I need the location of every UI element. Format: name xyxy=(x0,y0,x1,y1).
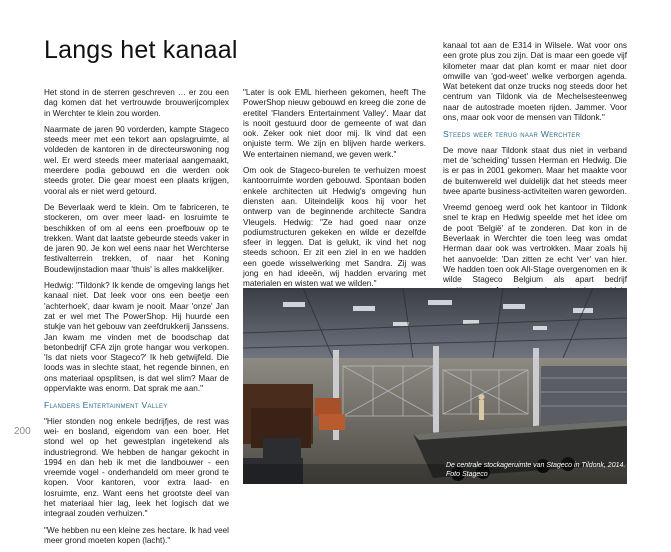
warehouse-photo xyxy=(243,288,627,484)
text-column-1 xyxy=(44,88,229,552)
paragraph: kanaal tot aan de E314 in Wilsele. Wat voor ons een grote plus zou zijn. Dat is maar een goede vijf kilometer maar dat plan komt er maar niet door omwille van 'god-weet' welke verborgen agenda. Wat betekent dat onze trucks nog steeds door het centrum van Tildonk via de Mechelsesteenweg naar de autostrade moeten rijden. Jammer. Voor ons, maar ook voor de mensen van Tildonk." xyxy=(443,41,627,123)
photo-caption xyxy=(446,462,626,479)
caption-credit: Foto Stageco xyxy=(446,470,488,478)
paragraph: Vreemd genoeg werd ook het kantoor in Tildonk snel te krap en Hedwig speelde met het idee om de poot 'België' af te zonderen. Dat kon in de Beverlaak in Werchter die toen leeg was omdat Herman daar ook was vertrokken. Maar zoals hij het aanvoelde: 'Dan zitten ze echt 'ver' van hier. We hadden toen ook All-Stage overgenomen en ik wilde Stageco Belgium als apart bedrijf xyxy=(443,203,627,285)
paragraph: De Beverlaak werd te klein. Om te fabriceren, te stockeren, om over meer laad- en losruimte te beschikken of om al eens een proefbouw op te trekken. Want dat laatste gebeurde steeds vaker in de jaren 90. Je kon wel eens naar het Werchterse festivalterrein trekken, of naar het Koning Boudewijnstadion maar 'thuis' is alles makkelijker. xyxy=(44,202,229,274)
paragraph: De move naar Tildonk staat dus niet in verband met de 'scheiding' tussen Herman en Hedwig. Die is er pas in 2001 gekomen. Maar het maakte voor de buitenwereld wel duidelijk dat het steeds meer twee aparte business-activiteiten waren geworden. xyxy=(443,145,627,196)
paragraph: Het stond in de sterren geschreven … er zou een dag komen dat het vertrouwde brouwerijcomplex in Werchter te klein zou worden. xyxy=(44,88,229,118)
paragraph: Om ook de Stageco-burelen te verhuizen moest kantoorruimte worden gebouwd. Spontaan boden enkele architecten uit Hedwig's omgeving hun diensten aan. Uiteindelijk koos hij voor het ontwerp van de beginnende architecte Sandra Vleugels. Hedwig: "Ze had goed naar onze podiumstructuren gekeken en wilde er dezelfde sfeer in leggen. Dat is gelukt, ik vind het nog steeds schoon. Er zit een ziel in en we hadden een goede wisselwerking met Sandra. Zij was jong en had ideeën, wij hadden ervaring met materialen en wisten wat we wilden." xyxy=(243,166,426,289)
paragraph: "Later is ook EML hierheen gekomen, heeft The PowerShop nieuw gebouwd en kreeg die zone de eretitel 'Flanders Entertainment Valley'. Maar dat is nooit gestuurd door de gemeente of wat dan ook. Zeker ook niet door mij. Ik vind dat een onjuiste term. We zijn en blijven harde werkers. We entertainen niemand, we geven werk." xyxy=(243,88,426,159)
text-column-3 xyxy=(443,41,627,322)
section-subheading: Steeds weer terug naar Werchter xyxy=(443,129,581,140)
paragraph: Naarmate de jaren 90 vorderden, kampte Stageco steeds meer met een tekort aan opslagruimte, al voldeden de kantoren in de directeurswoning nog wel. Er werd steeds meer materiaal aangemaakt, meerdere podia gebouwd en die werden ook steeds groter. Die gear moest een plaats krijgen, vooral als er niet werd getourd. xyxy=(44,124,229,196)
warehouse-photo-illustration xyxy=(243,288,627,484)
page-title: Langs het kanaal xyxy=(44,36,238,64)
paragraph: "Hier stonden nog enkele bedrijfjes, de rest was wei- en bosland, eigendom van een boer. Het stond wel op het gewestplan ingetekend als industriegrond. We hebben de hangar gekocht in 1994 en dan heb ik met die landbouwer - een vreemde vogel - onderhandeld om meer grond te kopen. Voor kantoren, voor extra laad- en losruimte, enz. Want eens het grootste deel van het materiaal hier lag, leek het logisch dat we integraal zouden verhuizen." xyxy=(44,416,229,519)
caption-text: De centrale stockageruimte van Stageco in Tildonk, 2014. xyxy=(446,462,626,469)
section-subheading: Flanders Entertainment Valley xyxy=(44,400,168,411)
page-number: 200 xyxy=(14,426,31,437)
paragraph: "We hebben nu een kleine zes hectare. Ik had veel meer grond moeten kopen (lacht)." xyxy=(44,525,229,545)
paragraph: Hedwig: "Tildonk? Ik kende de omgeving langs het kanaal niet. Dat leek voor ons een beetje een 'achterhoek', daar kwam je nooit. Maar 'onze' Jan zat er wel met The PowerShop. Hij huurde een stukje van het gebouw van zeefdrukkerij Janssens. Jan kwam me vinden met de boodschap dat betonbedrijf CFA zijn grote hangar wou verkopen. 'Is dat niets voor Stageco?' Ik heb getwijfeld. Die loods was in slechte staat, het regende binnen, en ons materiaal opsplitsen, is dat wel slim? Maar de oppervlakte was enorm. Dat sprak me aan." xyxy=(44,281,229,394)
